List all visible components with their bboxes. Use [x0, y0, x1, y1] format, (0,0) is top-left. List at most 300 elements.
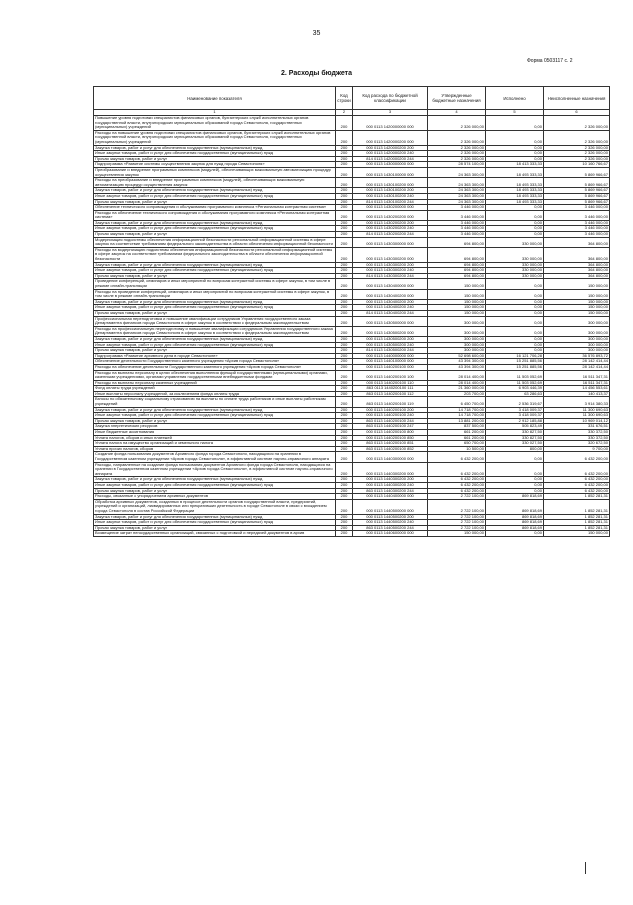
row-approved: 6 432 200,00: [428, 482, 486, 488]
row-approved: 300 000,00: [428, 348, 486, 354]
row-executed: 0,00: [486, 482, 544, 488]
table-row: [94, 247, 610, 262]
row-classification-code: 000 0113 1430000000 000: [353, 162, 428, 168]
row-approved: 43 394 300,00: [428, 364, 486, 370]
row-line-code: 200: [336, 188, 353, 194]
table-row: [94, 116, 610, 131]
row-name: Расходы на повышение уровня подготовки специалистов финансовых органов, бухгалтерских служб исполнительных органов государственной власти, внутригородских муниципальных образований города Севастополя, государственных (муниципальных) учреждений: [94, 130, 336, 145]
row-classification-code: 000 0113 1440500200 240: [353, 520, 428, 526]
row-executed: 6 903 446,39: [486, 386, 544, 392]
row-executed: 800,00: [486, 446, 544, 452]
table-row: [94, 326, 610, 336]
row-name: Прочая закупка товаров, работ и услуг: [94, 525, 336, 531]
row-executed: 330 000,00: [486, 247, 544, 262]
row-name: Расходы, связанные с упорядочением архивных документов: [94, 494, 336, 500]
margin-mark: [585, 862, 586, 874]
row-executed: 0,00: [486, 116, 544, 131]
row-classification-code: 814 0113 1430300200 244: [353, 273, 428, 279]
row-executed: 18 493 333,33: [486, 178, 544, 188]
row-name: Преобразование и внедрение программных комплексов (модулей), обеспечивающих максимальную автоматизацию процедур осуществления закупок: [94, 167, 336, 177]
header-classification-code: Код расхода по бюджетной классификации: [353, 87, 428, 110]
row-line-code: 200: [336, 237, 353, 247]
column-number: 1: [94, 110, 336, 116]
row-line-code: 200: [336, 279, 353, 289]
header-unexecuted: Неисполненные назначения: [544, 87, 610, 110]
row-name: Иные закупки товаров, работ и услуг для обеспечения государственных (муниципальных) нужд: [94, 413, 336, 419]
row-approved: 14 718 700,00: [428, 407, 486, 413]
row-line-code: 200: [336, 391, 353, 397]
row-line-code: 200: [336, 452, 353, 462]
row-line-code: 200: [336, 316, 353, 326]
row-unexecuted: 5 869 966,67: [544, 199, 610, 205]
row-line-code: 200: [336, 435, 353, 441]
row-name: Прочая закупка товаров, работ и услуг: [94, 488, 336, 494]
row-approved: 2 326 000,00: [428, 145, 486, 151]
row-approved: 2 326 000,00: [428, 116, 486, 131]
row-executed: 330 827,50: [486, 430, 544, 436]
row-approved: 300 000,00: [428, 326, 486, 336]
page-number: 35: [312, 30, 321, 37]
row-executed: 3 418 009,37: [486, 413, 544, 419]
row-classification-code: 000 0113 1430100000 000: [353, 167, 428, 177]
row-executed: 0,00: [486, 151, 544, 157]
column-number: 4: [428, 110, 486, 116]
row-line-code: 200: [336, 446, 353, 452]
row-approved: 2 722 100,00: [428, 525, 486, 531]
row-name: Иные закупки товаров, работ и услуг для обеспечения государственных (муниципальных) нужд: [94, 305, 336, 311]
row-executed: 0,00: [486, 220, 544, 226]
table-row: [94, 462, 610, 477]
header-approved: Утвержденные бюджетные назначения: [428, 87, 486, 110]
row-line-code: 200: [336, 220, 353, 226]
row-classification-code: 000 0113 1440100000 000: [353, 359, 428, 365]
row-name: Закупка товаров, работ и услуг для обеспечения государственных (муниципальных) нужд: [94, 145, 336, 151]
row-unexecuted: 16 511 347,31: [544, 380, 610, 386]
row-executed: 0,00: [486, 130, 544, 145]
row-unexecuted: 330 372,50: [544, 435, 610, 441]
column-number: 5: [486, 110, 544, 116]
row-classification-code: 000 0113 1430200200 240: [353, 226, 428, 232]
row-name: Взносы по обязательному социальному страхованию на выплаты по оплате труда работников и иные выплаты работникам учреждений: [94, 397, 336, 407]
row-classification-code: 000 0113 1440300200 240: [353, 482, 428, 488]
row-name: Создание фонда пользования документов Архивного фонда города Севастополя, находящихся на хранении в Государственном казенном учреждении «Архив города Севастополя», в эффективной системе научно-справочного аппарата: [94, 452, 336, 462]
row-line-code: 200: [336, 413, 353, 419]
row-unexecuted: 5 869 966,67: [544, 167, 610, 177]
row-classification-code: 000 0113 1430100200 000: [353, 178, 428, 188]
row-executed: 0,00: [486, 531, 544, 537]
column-number: 6: [544, 110, 610, 116]
table-body: [94, 116, 610, 537]
header-name: Наименование показателя: [94, 87, 336, 110]
row-executed: 0,00: [486, 336, 544, 342]
row-executed: 330 827,50: [486, 435, 544, 441]
row-unexecuted: 150 000,00: [544, 279, 610, 289]
row-line-code: 200: [336, 145, 353, 151]
row-classification-code: 814 0113 1430500200 244: [353, 348, 428, 354]
row-line-code: 200: [336, 299, 353, 305]
row-unexecuted: 1 852 281,31: [544, 520, 610, 526]
row-approved: 6 432 200,00: [428, 462, 486, 477]
row-approved: 14 718 700,00: [428, 413, 486, 419]
row-classification-code: 000 0113 1440000000 000: [353, 353, 428, 359]
row-name: Иные закупки товаров, работ и услуг для обеспечения государственных (муниципальных) нужд: [94, 193, 336, 199]
row-classification-code: 000 0113 1420000200 200: [353, 145, 428, 151]
row-line-code: 200: [336, 348, 353, 354]
row-line-code: 200: [336, 418, 353, 424]
row-name: Уплата налогов, сборов и иных платежей: [94, 435, 336, 441]
row-unexecuted: 2 326 000,00: [544, 116, 610, 131]
row-unexecuted: 364 800,00: [544, 268, 610, 274]
row-classification-code: 000 0113 1430500200 200: [353, 336, 428, 342]
row-name: Закупка товаров, работ и услуг для обеспечения государственных (муниципальных) нужд: [94, 262, 336, 268]
header-executed: Исполнено: [486, 87, 544, 110]
row-approved: 6 432 200,00: [428, 452, 486, 462]
row-name: Прочая закупка товаров, работ и услуг: [94, 273, 336, 279]
row-executed: 0,00: [486, 477, 544, 483]
row-approved: 300 000,00: [428, 342, 486, 348]
row-executed: 0,00: [486, 145, 544, 151]
row-line-code: 200: [336, 262, 353, 268]
row-approved: 150 000,00: [428, 310, 486, 316]
table-row: [94, 279, 610, 289]
row-classification-code: 000 0113 1440200100 000: [353, 364, 428, 370]
row-line-code: 200: [336, 226, 353, 232]
row-line-code: 200: [336, 167, 353, 177]
row-classification-code: 000 0113 1430500200 240: [353, 342, 428, 348]
row-unexecuted: 2 326 000,00: [544, 130, 610, 145]
row-unexecuted: 28 142 414,44: [544, 359, 610, 365]
row-approved: 150 000,00: [428, 305, 486, 311]
row-classification-code: 000 0113 1440200100 240: [353, 413, 428, 419]
row-unexecuted: 300 000,00: [544, 336, 610, 342]
row-classification-code: 000 0113 1430300200 000: [353, 247, 428, 262]
row-name: Расходы на выплаты персоналу казенных учреждений: [94, 380, 336, 386]
row-executed: 0,00: [486, 452, 544, 462]
row-unexecuted: 1 852 281,31: [544, 514, 610, 520]
row-approved: 28 014 400,00: [428, 380, 486, 386]
row-executed: 0,00: [486, 226, 544, 232]
row-name: Иные закупки товаров, работ и услуг для обеспечения государственных (муниципальных) нужд: [94, 482, 336, 488]
row-name: Закупка товаров, работ и услуг для обеспечения государственных (муниципальных) нужд: [94, 477, 336, 483]
row-line-code: 200: [336, 210, 353, 220]
row-unexecuted: 140 413,37: [544, 391, 610, 397]
row-name: Закупка энергетических ресурсов: [94, 424, 336, 430]
row-line-code: 200: [336, 430, 353, 436]
row-classification-code: 000 0113 1430400200 240: [353, 305, 428, 311]
section-title: 2. Расходы бюджета: [281, 70, 352, 77]
row-executed: 0,00: [486, 316, 544, 326]
table-row: [94, 210, 610, 220]
row-unexecuted: 1 852 281,31: [544, 494, 610, 500]
row-executed: 15 251 885,56: [486, 364, 544, 370]
row-approved: 24 363 300,00: [428, 167, 486, 177]
row-unexecuted: 2 326 000,00: [544, 156, 610, 162]
row-executed: 2 912 185,88: [486, 418, 544, 424]
row-name: Иные закупки товаров, работ и услуг для обеспечения государственных (муниципальных) нужд: [94, 520, 336, 526]
row-name: Фонд оплаты труда учреждений: [94, 386, 336, 392]
row-line-code: 200: [336, 268, 353, 274]
row-approved: 24 363 300,00: [428, 199, 486, 205]
row-approved: 3 446 000,00: [428, 232, 486, 238]
table-header-row: [94, 87, 610, 110]
row-unexecuted: 6 432 200,00: [544, 488, 610, 494]
header-line-code: Код строки: [336, 87, 353, 110]
row-classification-code: 000 0113 1440200100 800: [353, 430, 428, 436]
row-unexecuted: 6 432 200,00: [544, 452, 610, 462]
row-unexecuted: 11 300 690,63: [544, 407, 610, 413]
row-unexecuted: 1 852 281,31: [544, 525, 610, 531]
row-classification-code: 000 0113 1440500200 200: [353, 514, 428, 520]
row-name: Иные закупки товаров, работ и услуг для обеспечения государственных (муниципальных) нужд: [94, 226, 336, 232]
row-name: Закупка товаров, работ и услуг для обеспечения государственных (муниципальных) нужд: [94, 220, 336, 226]
row-name: Подпрограмма «Развитие архивного дела в городе Севастополе»: [94, 353, 336, 359]
row-classification-code: 863 0113 1440200100 851: [353, 441, 428, 447]
row-approved: 2 722 100,00: [428, 499, 486, 514]
row-classification-code: 863 0113 1440300200 244: [353, 488, 428, 494]
row-name: Возмещение затрат негосударственных организаций, связанных с подготовкой и передачей документов в архив: [94, 531, 336, 537]
row-executed: 18 493 333,33: [486, 199, 544, 205]
row-unexecuted: 2 326 000,00: [544, 151, 610, 157]
row-unexecuted: 16 511 347,31: [544, 370, 610, 380]
row-executed: 0,00: [486, 326, 544, 336]
row-executed: 0,00: [486, 156, 544, 162]
row-executed: 0,00: [486, 279, 544, 289]
row-unexecuted: 364 800,00: [544, 273, 610, 279]
row-executed: 63 286,63: [486, 391, 544, 397]
row-unexecuted: 3 446 000,00: [544, 205, 610, 211]
row-classification-code: 000 0113 1430200200 000: [353, 210, 428, 220]
row-line-code: 200: [336, 499, 353, 514]
row-approved: 52 698 600,00: [428, 353, 486, 359]
row-line-code: 200: [336, 247, 353, 262]
row-line-code: 200: [336, 193, 353, 199]
row-unexecuted: 11 300 690,63: [544, 413, 610, 419]
row-name: Расходы, направленные на создание фонда пользования документов Архивного фонда города Севастополя, находящихся на хранении в Государственном казенном учреждении «Архив города Севастополя», в эффективной системе научно-справочного аппарата: [94, 462, 336, 477]
row-name: Расходы на профессиональную переподготовку и повышение квалификации сотрудников Управления государственного заказа Департамента финансов города Севастополя в сфере закупок в соответствии с федеральным законодательством: [94, 326, 336, 336]
row-line-code: 200: [336, 407, 353, 413]
table-row: [94, 289, 610, 299]
row-name: Иные закупки товаров, работ и услуг для обеспечения государственных (муниципальных) нужд: [94, 268, 336, 274]
row-line-code: 200: [336, 477, 353, 483]
row-classification-code: 000 0113 1430100200 240: [353, 193, 428, 199]
row-executed: 2 536 319,67: [486, 397, 544, 407]
row-unexecuted: 150 000,00: [544, 299, 610, 305]
row-line-code: 200: [336, 370, 353, 380]
row-approved: 694 800,00: [428, 268, 486, 274]
row-classification-code: 863 0113 1440200100 112: [353, 391, 428, 397]
row-unexecuted: 300 000,00: [544, 326, 610, 336]
row-unexecuted: 6 432 200,00: [544, 477, 610, 483]
row-classification-code: 000 0113 1430200000 000: [353, 205, 428, 211]
row-name: Расходы на обеспечение технического сопровождения и обслуживания программного комплекса «Региональная контрактная система»: [94, 210, 336, 220]
row-executed: 3 418 009,37: [486, 407, 544, 413]
row-name: Расходы на выплаты персоналу в целях обеспечения выполнения функций государственными (муниципальными) органами, казенными учреждениями, органами управления государственными внебюджетными фондами: [94, 370, 336, 380]
row-line-code: 200: [336, 494, 353, 500]
row-unexecuted: 5 869 966,67: [544, 178, 610, 188]
row-line-code: 200: [336, 273, 353, 279]
row-unexecuted: 9 700,00: [544, 446, 610, 452]
row-unexecuted: 331 676,51: [544, 424, 610, 430]
row-approved: 43 394 300,00: [428, 359, 486, 365]
row-classification-code: 000 0113 1440200100 110: [353, 380, 428, 386]
row-approved: 3 446 000,00: [428, 226, 486, 232]
table-row: [94, 178, 610, 188]
row-classification-code: 000 0113 1430300200 200: [353, 262, 428, 268]
row-unexecuted: 364 800,00: [544, 262, 610, 268]
row-classification-code: 000 0113 1440200100 200: [353, 407, 428, 413]
row-executed: 0,00: [486, 342, 544, 348]
row-executed: 330 000,00: [486, 273, 544, 279]
row-executed: 0,00: [486, 348, 544, 354]
row-classification-code: 863 0113 1440200100 119: [353, 397, 428, 407]
table-row: [94, 237, 610, 247]
row-line-code: 200: [336, 482, 353, 488]
row-classification-code: 000 0113 1420000200 240: [353, 151, 428, 157]
row-approved: 300 000,00: [428, 316, 486, 326]
row-executed: 11 503 052,69: [486, 370, 544, 380]
row-line-code: 200: [336, 116, 353, 131]
row-approved: 24 363 300,00: [428, 188, 486, 194]
row-unexecuted: 3 446 000,00: [544, 220, 610, 226]
row-executed: 0,00: [486, 232, 544, 238]
row-approved: 2 326 000,00: [428, 130, 486, 145]
row-unexecuted: 300 000,00: [544, 342, 610, 348]
row-executed: 330 000,00: [486, 262, 544, 268]
row-approved: 694 800,00: [428, 237, 486, 247]
row-unexecuted: 5 869 966,67: [544, 193, 610, 199]
row-classification-code: 000 0113 1430300000 000: [353, 237, 428, 247]
row-executed: 330 000,00: [486, 237, 544, 247]
row-approved: 150 000,00: [428, 279, 486, 289]
row-classification-code: 000 0113 1430300200 240: [353, 268, 428, 274]
row-unexecuted: 1 852 281,31: [544, 499, 610, 514]
row-name: Расходы на преобразование и внедрение программных комплексов (модулей), обеспечивающих максимальную автоматизацию процедур осуществления закупок: [94, 178, 336, 188]
row-executed: 18 413 333,33: [486, 162, 544, 168]
expenses-table: [93, 86, 610, 537]
row-line-code: 200: [336, 305, 353, 311]
row-line-code: 200: [336, 130, 353, 145]
row-classification-code: 000 0113 1430500200 000: [353, 326, 428, 336]
row-executed: 869 818,69: [486, 525, 544, 531]
row-classification-code: 000 0113 1420000000 000: [353, 116, 428, 131]
row-unexecuted: 330 372,50: [544, 430, 610, 436]
row-classification-code: 000 0113 1440300200 200: [353, 477, 428, 483]
row-approved: 21 360 000,00: [428, 386, 486, 392]
row-name: Расходы на проведение конференций, семинаров и иных мероприятий по вопросам контрактной системы в сфере закупок, в том числе в режиме онлайн-трансляции: [94, 289, 336, 299]
row-classification-code: 000 0113 1440300000 000: [353, 452, 428, 462]
row-executed: 869 818,69: [486, 494, 544, 500]
row-executed: 330 027,50: [486, 441, 544, 447]
row-unexecuted: 28 142 414,44: [544, 364, 610, 370]
row-name: Закупка товаров, работ и услуг для обеспечения государственных (муниципальных) нужд: [94, 188, 336, 194]
row-executed: 0,00: [486, 462, 544, 477]
row-executed: 18 493 333,33: [486, 188, 544, 194]
row-name: Прочая закупка товаров, работ и услуг: [94, 418, 336, 424]
row-executed: 0,00: [486, 310, 544, 316]
row-unexecuted: 364 800,00: [544, 237, 610, 247]
row-line-code: 200: [336, 289, 353, 299]
table-row: [94, 452, 610, 462]
row-unexecuted: 364 800,00: [544, 247, 610, 262]
row-approved: 6 432 200,00: [428, 488, 486, 494]
row-classification-code: 863 0113 1440200100 111: [353, 386, 428, 392]
row-name: Иные выплаты персоналу учреждений, за исключением фонда оплаты труда: [94, 391, 336, 397]
column-number: 3: [353, 110, 428, 116]
row-executed: 0,00: [486, 289, 544, 299]
row-name: Прочая закупка товаров, работ и услуг: [94, 310, 336, 316]
row-approved: 2 326 000,00: [428, 151, 486, 157]
table-row: [94, 499, 610, 514]
form-code: Форма 0503117 с. 2: [527, 58, 573, 64]
row-approved: 6 450 700,00: [428, 397, 486, 407]
row-line-code: 200: [336, 359, 353, 365]
row-unexecuted: 36 576 893,72: [544, 353, 610, 359]
row-executed: 869 818,69: [486, 499, 544, 514]
row-line-code: 200: [336, 380, 353, 386]
row-name: Повышение уровня подготовки специалистов финансовых органов, бухгалтерских служб исполнительных органов государственной власти, внутригородских муниципальных образований города Севастополя, государственных (муниципальных) учреждений: [94, 116, 336, 131]
row-unexecuted: 150 000,00: [544, 289, 610, 299]
row-name: Уплата налога на имущество организаций и земельного налога: [94, 441, 336, 447]
row-name: Модернизация подсистемы обеспечения информационной безопасности региональной информационной системы в сфере закупок на соответствие требованиям федерального законодательства в области обеспечения информационной безопасности: [94, 237, 336, 247]
row-line-code: 200: [336, 205, 353, 211]
row-line-code: 200: [336, 336, 353, 342]
row-classification-code: 000 0113 1440200100 100: [353, 370, 428, 380]
row-name: Закупка товаров, работ и услуг для обеспечения государственных (муниципальных) нужд: [94, 514, 336, 520]
row-line-code: 200: [336, 310, 353, 316]
row-line-code: 200: [336, 441, 353, 447]
row-executed: 330 000,00: [486, 268, 544, 274]
column-number: 2: [336, 110, 353, 116]
row-classification-code: 863 0113 1440500200 244: [353, 525, 428, 531]
row-classification-code: 000 0113 1440400000 000: [353, 494, 428, 500]
row-approved: 694 800,00: [428, 273, 486, 279]
row-unexecuted: 300 000,00: [544, 316, 610, 326]
row-classification-code: 000 0113 1430400200 000: [353, 289, 428, 299]
row-classification-code: 000 0113 1440200100 850: [353, 435, 428, 441]
table-row: [94, 167, 610, 177]
row-approved: 150 000,00: [428, 289, 486, 299]
row-approved: 694 800,00: [428, 262, 486, 268]
row-approved: 28 014 400,00: [428, 370, 486, 380]
row-name: Закупка товаров, работ и услуг для обеспечения государственных (муниципальных) нужд: [94, 299, 336, 305]
row-unexecuted: 10 969 014,12: [544, 418, 610, 424]
row-approved: 650 700,00: [428, 441, 486, 447]
row-line-code: 200: [336, 488, 353, 494]
row-approved: 3 446 000,00: [428, 205, 486, 211]
row-executed: 15 251 885,56: [486, 359, 544, 365]
row-executed: 869 818,69: [486, 520, 544, 526]
row-name: Закупка товаров, работ и услуг для обеспечения государственных (муниципальных) нужд: [94, 407, 336, 413]
row-name: Прочая закупка товаров, работ и услуг: [94, 348, 336, 354]
row-line-code: 200: [336, 525, 353, 531]
row-classification-code: 000 0113 1430400000 000: [353, 279, 428, 289]
table-row: [94, 397, 610, 407]
row-approved: 2 722 100,00: [428, 514, 486, 520]
row-name: Обработка архивных документов, созданных в процессе деятельности органов государственной власти, предприятий, учреждений и организаций, ликвидированных или прекративших деятельность в городе Севастополе в связи с вхождением города Севастополя в состав Российской Федерации: [94, 499, 336, 514]
row-classification-code: 863 0113 1440200100 244: [353, 418, 428, 424]
table-row: [94, 316, 610, 326]
row-name: Иные закупки товаров, работ и услуг для обеспечения государственных (муниципальных) нужд: [94, 151, 336, 157]
row-unexecuted: 150 000,00: [544, 305, 610, 311]
row-unexecuted: 3 446 000,00: [544, 232, 610, 238]
row-unexecuted: 2 326 000,00: [544, 145, 610, 151]
row-approved: 300 000,00: [428, 336, 486, 342]
row-name: Закупка товаров, работ и услуг для обеспечения государственных (муниципальных) нужд: [94, 336, 336, 342]
row-approved: 150 000,00: [428, 531, 486, 537]
row-name: Расходы на модернизацию подсистемы обеспечения информационной безопасности региональной информационной системы в сфере закупок на соответствие требованиям федерального законодательства в области обеспечения информационной безопасности: [94, 247, 336, 262]
row-unexecuted: 320 672,50: [544, 441, 610, 447]
row-classification-code: 814 0113 1430400200 244: [353, 310, 428, 316]
